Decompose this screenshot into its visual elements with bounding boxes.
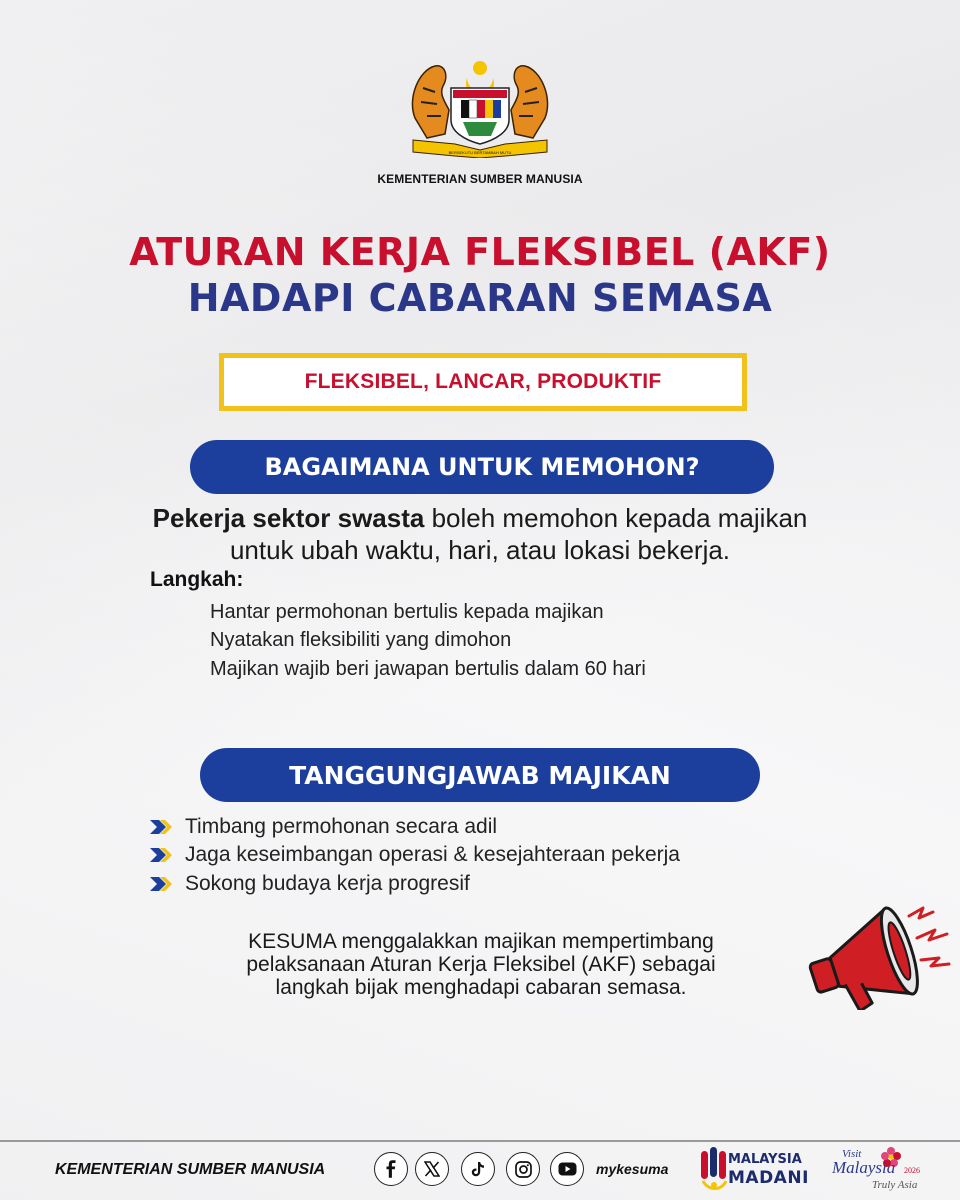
- madani-line2: MADANI: [728, 1168, 809, 1188]
- employer-item-text: Timbang permohonan secara adil: [185, 815, 498, 838]
- apply-intro: [60, 502, 900, 566]
- chevron-arrow-icon: [148, 876, 176, 892]
- crest-motto: BERSEKUTU BERTAMBAH MUTU: [448, 150, 512, 155]
- chevron-arrow-icon: [148, 847, 176, 863]
- visit-country: Malaysia: [832, 1158, 896, 1177]
- tagline-box: [219, 353, 747, 411]
- facebook-icon[interactable]: [374, 1152, 408, 1186]
- employer-item: [148, 843, 680, 867]
- step-item: Majikan wajib beri jawapan bertulis dalam 60 hari: [210, 658, 646, 680]
- visit-year: 2026: [904, 1166, 920, 1175]
- intro-bold: Pekerja sektor swasta: [152, 503, 425, 533]
- employer-item: [148, 872, 470, 896]
- closing-line1: KESUMA menggalakkan majikan mempertimbang: [248, 930, 714, 953]
- closing-statement: [150, 930, 812, 999]
- x-icon[interactable]: [415, 1152, 449, 1186]
- chevron-arrow-icon: [148, 819, 176, 835]
- steps-label: Langkah:: [150, 568, 244, 591]
- tiktok-icon[interactable]: [461, 1152, 495, 1186]
- employer-item-text: Jaga keseimbangan operasi & kesejahteraan pekerja: [185, 843, 680, 866]
- footer-ministry-name: KEMENTERIAN SUMBER MANUSIA: [55, 1161, 326, 1178]
- closing-line2: pelaksanaan Aturan Kerja Fleksibel (AKF) sebagai: [246, 953, 716, 976]
- page-title-line2: HADAPI CABARAN SEMASA: [187, 276, 773, 320]
- youtube-icon[interactable]: [550, 1152, 584, 1186]
- ministry-name: KEMENTERIAN SUMBER MANUSIA: [377, 172, 583, 186]
- intro-rest: boleh memohon kepada majikan: [424, 503, 808, 533]
- employer-section-heading: TANGGUNGJAWAB MAJIKAN: [200, 748, 760, 802]
- employer-item-text: Sokong budaya kerja progresif: [185, 872, 470, 895]
- closing-line3: langkah bijak menghadapi cabaran semasa.: [275, 976, 687, 999]
- step-item: Nyatakan fleksibiliti yang dimohon: [210, 629, 512, 651]
- coat-of-arms-logo: [405, 58, 555, 158]
- social-handle[interactable]: mykesuma: [596, 1161, 669, 1177]
- megaphone-icon: [805, 900, 955, 1010]
- instagram-icon[interactable]: [506, 1152, 540, 1186]
- visit-word: Visit: [842, 1148, 862, 1160]
- tagline: FLEKSIBEL, LANCAR, PRODUKTIF: [304, 370, 662, 393]
- apply-section-heading: BAGAIMANA UNTUK MEMOHON?: [190, 440, 774, 494]
- intro-line2: untuk ubah waktu, hari, atau lokasi bekerja.: [229, 535, 731, 565]
- footer-divider: [0, 1140, 960, 1142]
- step-item: Hantar permohonan bertulis kepada majikan: [210, 601, 604, 623]
- page-title-line1: ATURAN KERJA FLEKSIBEL (AKF): [129, 230, 831, 274]
- employer-item: [148, 815, 497, 839]
- visit-malaysia-logo: [832, 1146, 932, 1196]
- madani-line1: MALAYSIA: [728, 1152, 802, 1167]
- visit-tagline: Truly Asia: [872, 1179, 918, 1191]
